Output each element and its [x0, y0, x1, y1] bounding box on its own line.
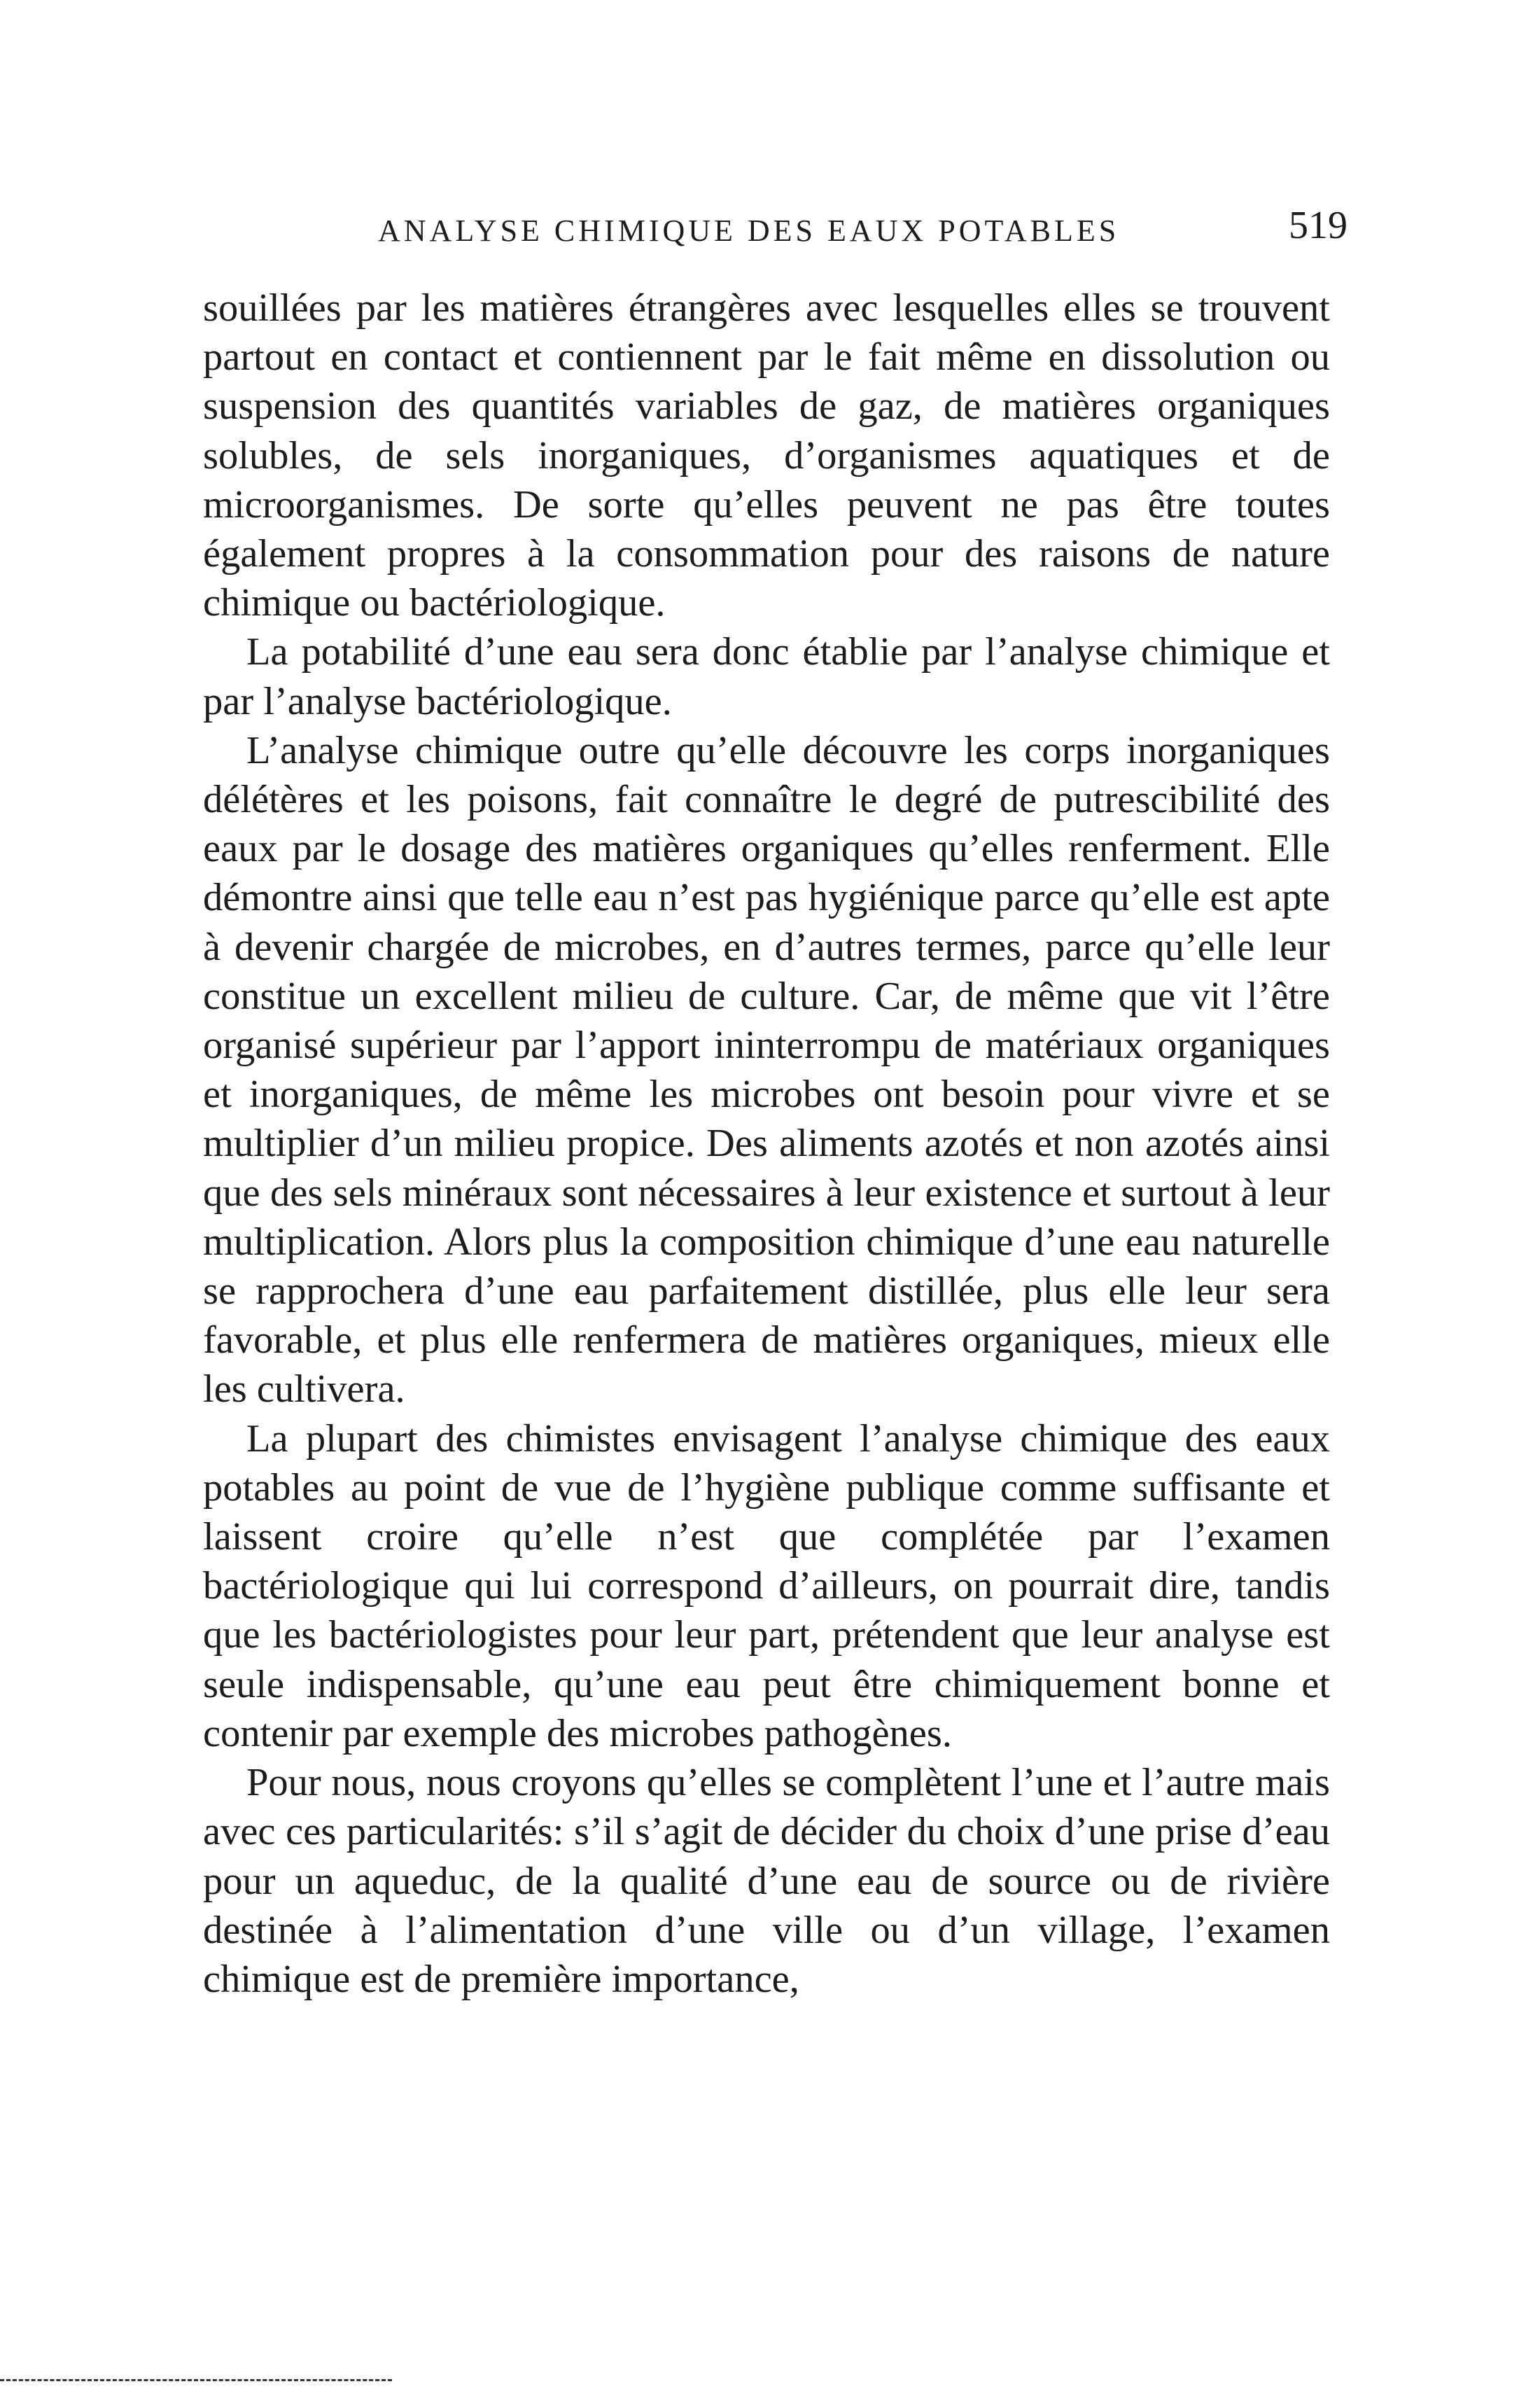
page-number: 519	[1289, 204, 1348, 247]
body-text	[203, 284, 1330, 2004]
paragraph-potabilite: La potabilité d’une eau sera donc établie par l’analyse chimique et par l’analyse bactériologique.	[203, 630, 1330, 723]
paragraph-chimistes: La plupart des chimistes envisagent l’analyse chimique des eaux potables au point de vue de l’hygiène publique comme suffisante et laissent croire qu’elle n’est que complétée par l’examen bactériologique qui lui correspond d’ailleurs, on pourrait dire, tandis que les bactériologistes pour leur part, prétendent que leur analyse est seule indispensable, qu’une eau peut être chimiquement bonne et contenir par exemple des microbes pathogènes.	[203, 1416, 1330, 1755]
paragraph-pour-nous: Pour nous, nous croyons qu’elles se complètent l’une et l’autre mais avec ces particularités: s’il s’agit de décider du choix d’une prise d’eau pour un aqueduc, de la qualité d’une eau de source ou de rivière destinée à l’alimentation d’une ville ou d’un village, l’examen chimique est de première importance,	[203, 1761, 1330, 2001]
paragraph-analyse-chimique: L’analyse chimique outre qu’elle découvre les corps inorganiques délétères et les poisons, fait connaître le degré de putrescibilité des eaux par le dosage des matières organiques qu’elles renferment. Elle démontre ainsi que telle eau n’est pas hygiénique parce qu’elle est apte à devenir chargée de microbes, en d’autres termes, parce qu’elle leur constitue un excellent milieu de culture. Car, de même que vit l’être organisé supérieur par l’apport ininterrompu de matériaux organiques et inorganiques, de même les microbes ont besoin pour vivre et se multiplier d’un milieu propice. Des aliments azotés et non azotés ainsi que des sels minéraux sont nécessaires à leur existence et surtout à leur multiplication. Alors plus la composition chimique d’une eau naturelle se rapprochera d’une eau parfaitement distillée, plus elle leur sera favorable, et plus elle renfermera de matières organiques, mieux elle les cultivera.	[203, 728, 1330, 1411]
page-header	[203, 203, 1354, 259]
paragraph-continuation: souillées par les matières étrangères avec lesquelles elles se trouvent partout en contact et contiennent par le fait même en dissolution ou suspension des quantités variables de gaz, de matières organiques solubles, de sels inorganiques, d’organismes aquatiques et de microorganismes. De sorte qu’elles peuvent ne pas être toutes également propres à la consommation pour des raisons de nature chimique ou bactériologique.	[203, 286, 1330, 625]
running-title: ANALYSE CHIMIQUE DES EAUX POTABLES	[378, 214, 1120, 248]
bottom-edge-artifact	[0, 2379, 392, 2381]
